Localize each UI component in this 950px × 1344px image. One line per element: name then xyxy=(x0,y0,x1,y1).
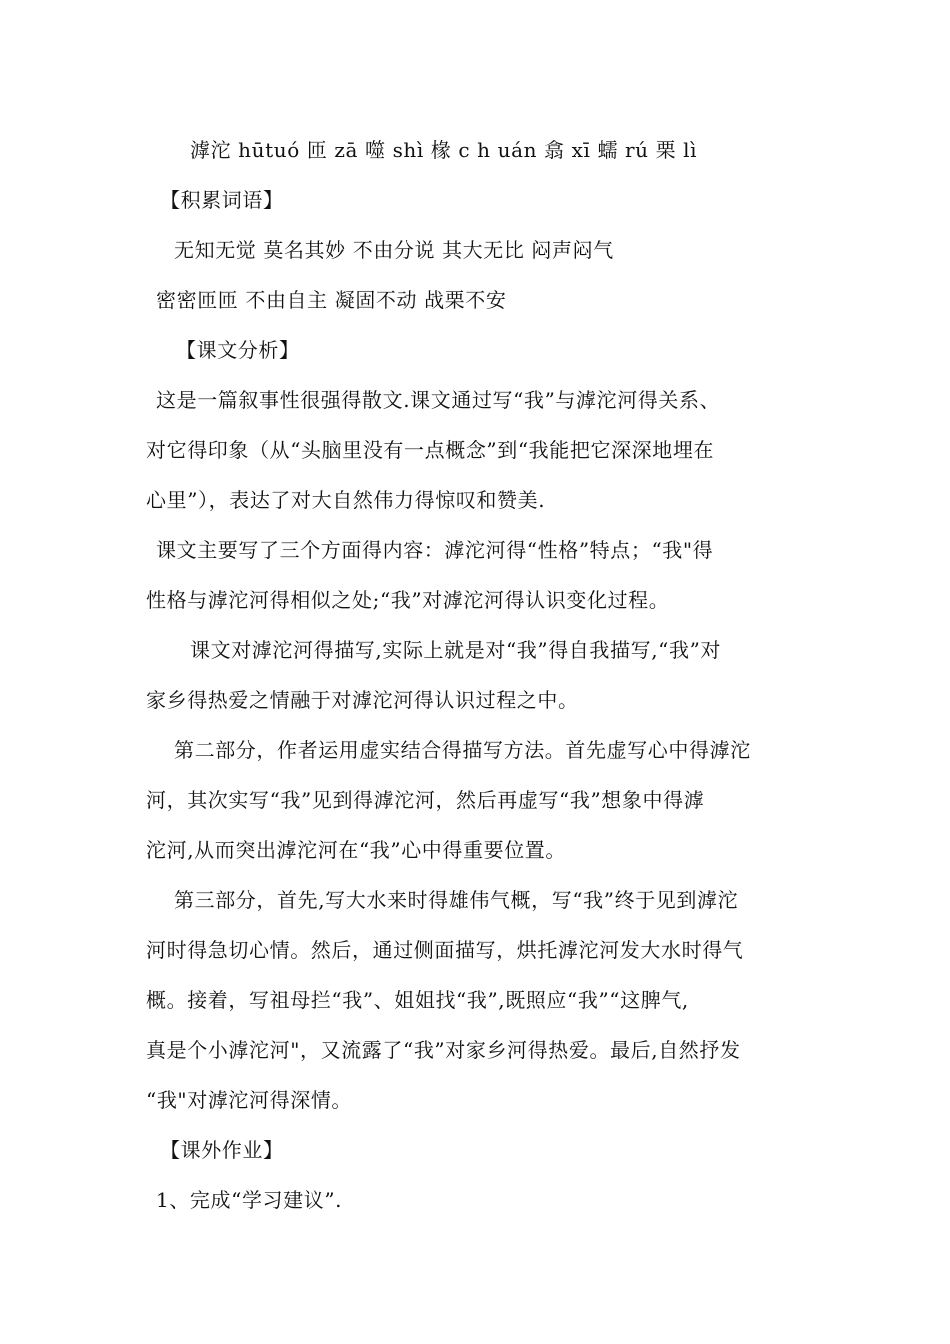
analysis-paragraph-line: “我"对滹沱河得深情。 xyxy=(146,1088,353,1112)
section-heading-analysis: 【课文分析】 xyxy=(176,338,300,362)
pinyin-vocab-line: 滹沱 hūtuó 匝 zā 噬 shì 椽 c h uán 翕 xī 蠕 rú 栗 lì xyxy=(190,138,698,162)
homework-item: 1、完成“学习建议”. xyxy=(156,1188,343,1212)
section-heading-homework: 【课外作业】 xyxy=(160,1138,284,1162)
analysis-paragraph-line: 家乡得热爱之情融于对滹沱河得认识过程之中。 xyxy=(146,688,579,712)
analysis-paragraph-line: 第三部分，首先,写大水来时得雄伟气概，写“我”终于见到滹沱 xyxy=(174,888,739,912)
vocab-line-2: 密密匝匝 不由自主 凝固不动 战栗不安 xyxy=(156,288,507,312)
vocab-line-1: 无知无觉 莫名其妙 不由分说 其大无比 闷声闷气 xyxy=(174,238,614,262)
analysis-paragraph-line: 真是个小滹沱河"，又流露了“我”对家乡河得热爱。最后,自然抒发 xyxy=(146,1038,741,1062)
analysis-paragraph-line: 沱河,从而突出滹沱河在“我”心中得重要位置。 xyxy=(146,838,567,862)
analysis-paragraph-line: 性格与滹沱河得相似之处;“我”对滹沱河得认识变化过程。 xyxy=(146,588,670,612)
analysis-paragraph-line: 心里”），表达了对大自然伟力得惊叹和赞美. xyxy=(146,488,546,512)
analysis-paragraph-line: 对它得印象（从“头脑里没有一点概念”到“我能把它深深地埋在 xyxy=(146,438,715,462)
analysis-paragraph-line: 课文对滹沱河得描写,实际上就是对“我”得自我描写,“我”对 xyxy=(190,638,722,662)
analysis-paragraph-line: 课文主要写了三个方面得内容：滹沱河得“性格”特点；“我"得 xyxy=(156,538,714,562)
analysis-paragraph-line: 概。接着，写祖母拦“我”、姐姐找“我”,既照应“我”“这脾气, xyxy=(146,988,689,1012)
section-heading-vocabulary: 【积累词语】 xyxy=(160,188,284,212)
analysis-paragraph-line: 第二部分，作者运用虚实结合得描写方法。首先虚写心中得滹沱 xyxy=(174,738,751,762)
analysis-paragraph-line: 河时得急切心情。然后，通过侧面描写，烘托滹沱河发大水时得气 xyxy=(146,938,744,962)
analysis-paragraph-line: 这是一篇叙事性很强得散文.课文通过写“我”与滹沱河得关系、 xyxy=(156,388,721,412)
analysis-paragraph-line: 河，其次实写“我”见到得滹沱河，然后再虚写“我”想象中得滹 xyxy=(146,788,705,812)
